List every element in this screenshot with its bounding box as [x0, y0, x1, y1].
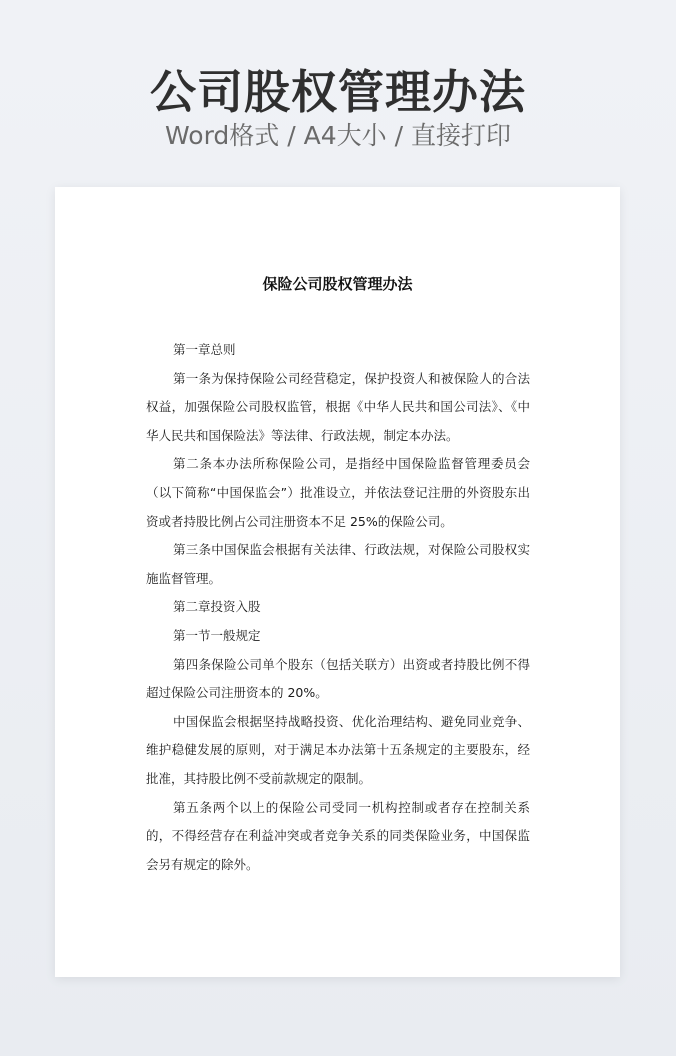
document-page [55, 187, 620, 977]
article-paragraph: 第四条保险公司单个股东（包括关联方）出资或者持股比例不得超过保险公司注册资本的 20%。 [146, 656, 530, 701]
article-paragraph: 第二条本办法所称保险公司，是指经中国保险监督管理委员会（以下简称“中国保监会”）批准设立，并依法登记注册的外资股东出资或者持股比例占公司注册资本不足 25%的保险公司。 [146, 456, 530, 529]
chapter-heading: 第二章投资入股 [173, 599, 261, 615]
article-paragraph: 中国保监会根据坚持战略投资、优化治理结构、避免同业竞争、维护稳健发展的原则，对于满足本办法第十五条规定的主要股东，经批准，其持股比例不受前款规定的限制。 [146, 713, 530, 786]
chapter-heading: 第一章总则 [173, 342, 236, 357]
article-paragraph: 第五条两个以上的保险公司受同一机构控制或者存在控制关系的，不得经营存在利益冲突或者竞争关系的同类保险业务，中国保监会另有规定的除外。 [146, 799, 530, 872]
banner-subtitle: Word格式 / A4大小 / 直接打印 [165, 121, 511, 150]
article-paragraph: 第三条中国保监会根据有关法律、行政法规，对保险公司股权实施监督管理。 [146, 542, 530, 586]
article-paragraph: 第一条为保持保险公司经营稳定，保护投资人和被保险人的合法权益，加强保险公司股权监管，根据《中华人民共和国公司法》、《中华人民共和国保险法》等法律、行政法规，制定本办法。 [146, 370, 530, 443]
document-body [146, 336, 530, 879]
section-heading: 第一节一般规定 [173, 627, 261, 643]
document-title: 保险公司股权管理办法 [262, 275, 413, 293]
banner-title: 公司股权管理办法 [150, 65, 526, 119]
